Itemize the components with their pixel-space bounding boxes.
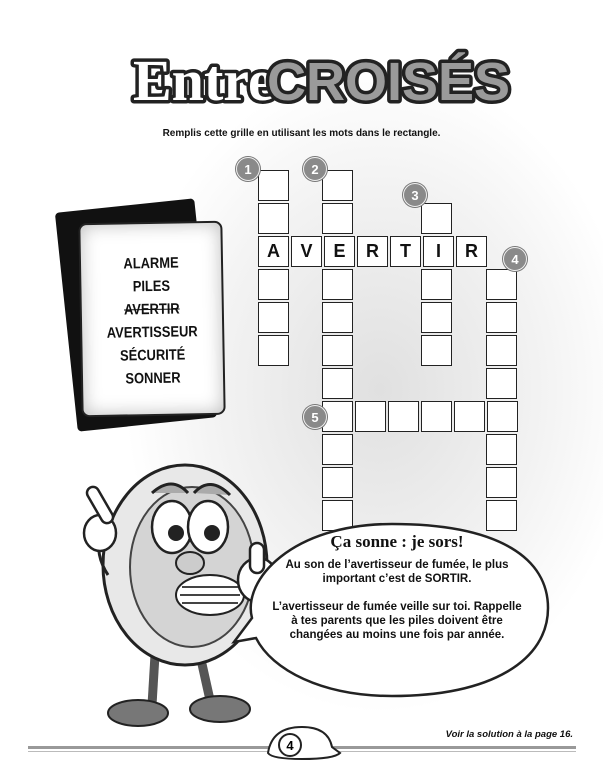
crossword-cell[interactable] xyxy=(322,269,353,300)
crossword-cell[interactable] xyxy=(322,170,353,201)
crossword-cell[interactable]: R xyxy=(357,236,388,267)
crossword-cell[interactable] xyxy=(258,203,289,234)
title-logo xyxy=(125,38,511,118)
crossword-cell[interactable] xyxy=(421,203,452,234)
crossword-cell[interactable] xyxy=(421,401,452,432)
bubble-paragraph-1: Au son de l’avertisseur de fumée, le plus important c’est de SORTIR. xyxy=(285,559,509,585)
clue-number-badge: 2 xyxy=(303,157,327,181)
crossword-cell[interactable] xyxy=(421,302,452,333)
crossword-cell[interactable] xyxy=(322,434,353,465)
crossword-cell[interactable] xyxy=(486,467,517,498)
page-number: 4 xyxy=(286,738,294,753)
crossword-cell[interactable]: R xyxy=(456,236,487,267)
crossword-cell[interactable]: A xyxy=(258,236,289,267)
word-list xyxy=(91,251,214,391)
crossword-cell[interactable] xyxy=(258,170,289,201)
crossword-cell[interactable]: V xyxy=(291,236,322,267)
crossword-cell[interactable] xyxy=(454,401,485,432)
crossword-cell[interactable]: I xyxy=(423,236,454,267)
word-list-item: PILES xyxy=(132,277,171,296)
word-list-item: ALARME xyxy=(123,254,179,273)
word-list-item: AVERTIR xyxy=(123,300,180,319)
clue-number-badge: 5 xyxy=(303,405,327,429)
crossword-cell[interactable]: E xyxy=(324,236,355,267)
crossword-cell[interactable] xyxy=(322,368,353,399)
crossword-cell[interactable] xyxy=(486,302,517,333)
crossword-cell[interactable]: T xyxy=(390,236,421,267)
crossword-cell[interactable] xyxy=(486,269,517,300)
bubble-paragraph-2: L’avertisseur de fumée veille sur toi. Rappelle à tes parents que les piles doivent être changées au moins une fois par année. xyxy=(272,601,522,641)
speech-bubble xyxy=(232,520,552,700)
instruction-text: Remplis cette grille en utilisant les mots dans le rectangle. xyxy=(162,128,441,139)
crossword-cell[interactable] xyxy=(486,434,517,465)
crossword-cell[interactable] xyxy=(421,269,452,300)
crossword-cell[interactable] xyxy=(258,335,289,366)
word-list-card xyxy=(78,221,225,417)
crossword-cell[interactable] xyxy=(258,269,289,300)
crossword-cell[interactable] xyxy=(355,401,386,432)
bubble-title: Ça sonne : je sors! xyxy=(330,532,464,551)
title-part1: Entre xyxy=(133,48,274,113)
crossword-cell[interactable] xyxy=(322,203,353,234)
crossword-cell[interactable] xyxy=(486,368,517,399)
fire-helmet-icon xyxy=(262,723,342,763)
clue-number-badge: 3 xyxy=(403,183,427,207)
crossword-cell[interactable] xyxy=(388,401,419,432)
word-list-item: SÉCURITÉ xyxy=(119,346,186,365)
page-title xyxy=(125,38,511,118)
crossword-cell[interactable] xyxy=(486,335,517,366)
crossword-cell[interactable] xyxy=(258,302,289,333)
crossword-cell[interactable] xyxy=(487,401,518,432)
title-part2: CROISÉS xyxy=(267,52,511,112)
crossword-cell[interactable] xyxy=(322,467,353,498)
crossword-cell[interactable] xyxy=(322,335,353,366)
crossword-cell[interactable] xyxy=(421,335,452,366)
solution-note: Voir la solution à la page 16. xyxy=(445,729,573,740)
word-list-item: SONNER xyxy=(125,369,181,388)
clue-number-badge: 1 xyxy=(236,157,260,181)
speech-bubble-text xyxy=(272,532,522,642)
crossword-cell[interactable] xyxy=(322,302,353,333)
clue-number-badge: 4 xyxy=(503,247,527,271)
word-list-item: AVERTISSEUR xyxy=(106,323,198,342)
